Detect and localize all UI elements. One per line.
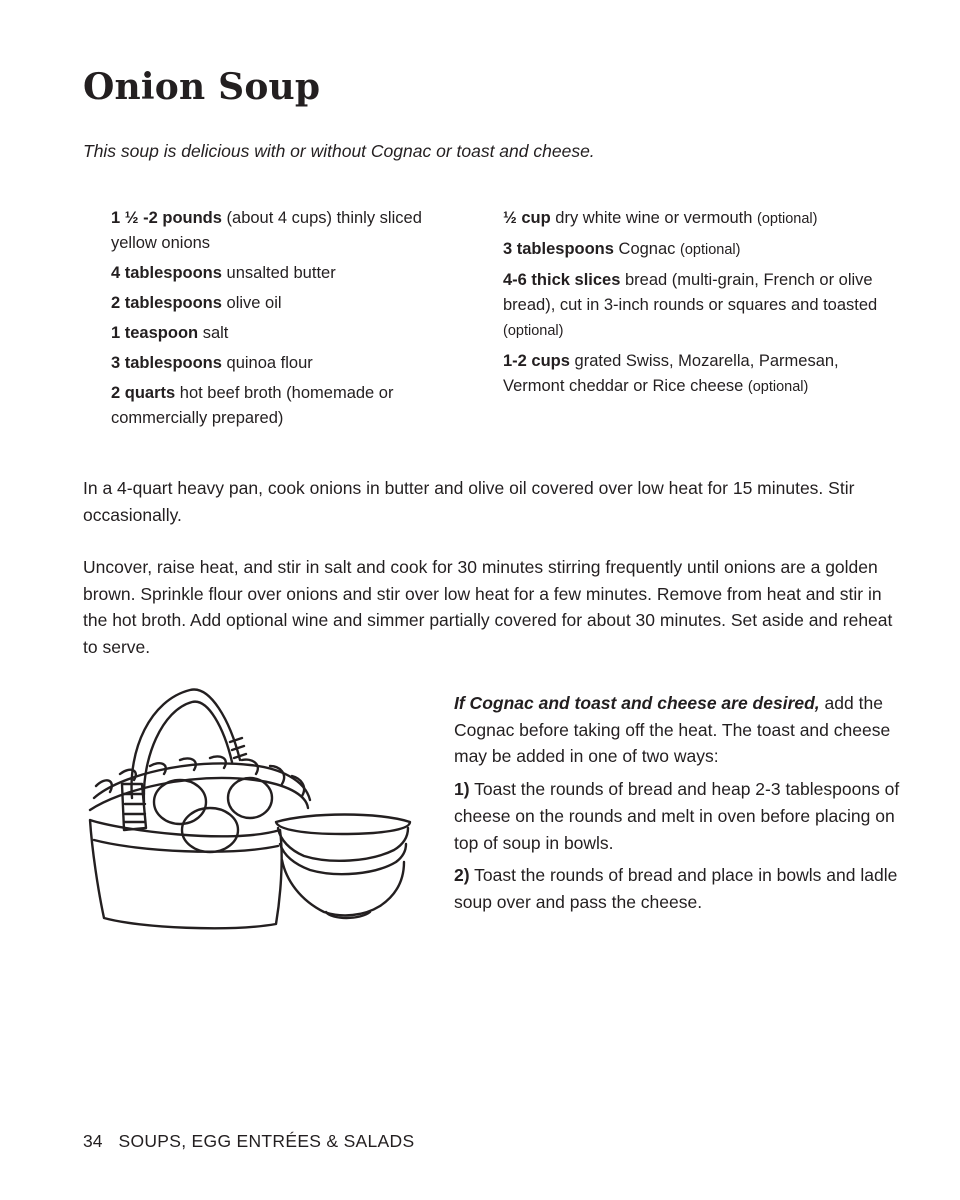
basket-and-bowls-illustration	[80, 680, 415, 940]
ingredient-item: 3 tablespoons Cognac (optional)	[503, 240, 741, 258]
ingredient-item: 4-6 thick slices bread (multi-grain, French or olive bread), cut in 3-inch rounds or squares and toasted (optional)	[503, 271, 878, 339]
bowl-rim	[276, 815, 410, 835]
basket-body	[90, 820, 282, 928]
egg	[182, 808, 238, 852]
ingredient-item: 3 tablespoons quinoa flour	[111, 354, 313, 372]
serving-option-1: 1) Toast the rounds of bread and heap 2-3 tablespoons of cheese on the rounds and melt in oven before placing on top of soup in bowls.	[454, 779, 900, 853]
ingredient-item: ½ cup dry white wine or vermouth (optional)	[503, 209, 818, 227]
basket-handle	[132, 690, 240, 798]
bowl	[282, 860, 404, 915]
egg	[228, 778, 272, 818]
page-footer	[83, 1131, 414, 1152]
serving-option-2: 2) Toast the rounds of bread and place in bowls and ladle soup over and pass the cheese.	[454, 865, 898, 912]
ingredients-right-list	[503, 206, 883, 405]
serving-note	[454, 690, 902, 922]
ingredients-left-list	[111, 206, 461, 436]
section-title: SOUPS, EGG ENTRÉES & SALADS	[118, 1131, 415, 1151]
ingredient-item: 2 tablespoons olive oil	[111, 294, 282, 312]
page-title: Onion Soup	[83, 66, 321, 108]
egg	[154, 780, 206, 824]
ingredient-item: 1 ½ -2 pounds (about 4 cups) thinly sliced yellow onions	[111, 209, 422, 252]
ingredient-item: 1 teaspoon salt	[111, 324, 229, 342]
ingredient-item: 1-2 cups grated Swiss, Mozarella, Parmesan, Vermont cheddar or Rice cheese (optional)	[503, 352, 839, 395]
bowl	[280, 844, 406, 874]
direction-paragraph: In a 4-quart heavy pan, cook onions in butter and olive oil covered over low heat for 15 minutes. Stir occasionally.	[83, 478, 855, 525]
ingredient-item: 2 quarts hot beef broth (homemade or commercially prepared)	[111, 384, 394, 427]
ingredient-item: 4 tablespoons unsalted butter	[111, 264, 336, 282]
recipe-subtitle: This soup is delicious with or without Cognac or toast and cheese.	[83, 141, 595, 161]
direction-paragraph: Uncover, raise heat, and stir in salt and cook for 30 minutes stirring frequently until onions are a golden brown. Sprinkle flour over onions and stir over low heat for a few minutes. Remove from heat and stir in the hot broth. Add optional wine and simmer partially covered for about 30 minutes. Set aside and reheat to serve.	[83, 557, 893, 658]
serving-note-intro: If Cognac and toast and cheese are desired, add the Cognac before taking off the heat. The toast and cheese may be added in one of two ways:	[454, 693, 891, 767]
page-number: 34	[83, 1131, 103, 1151]
